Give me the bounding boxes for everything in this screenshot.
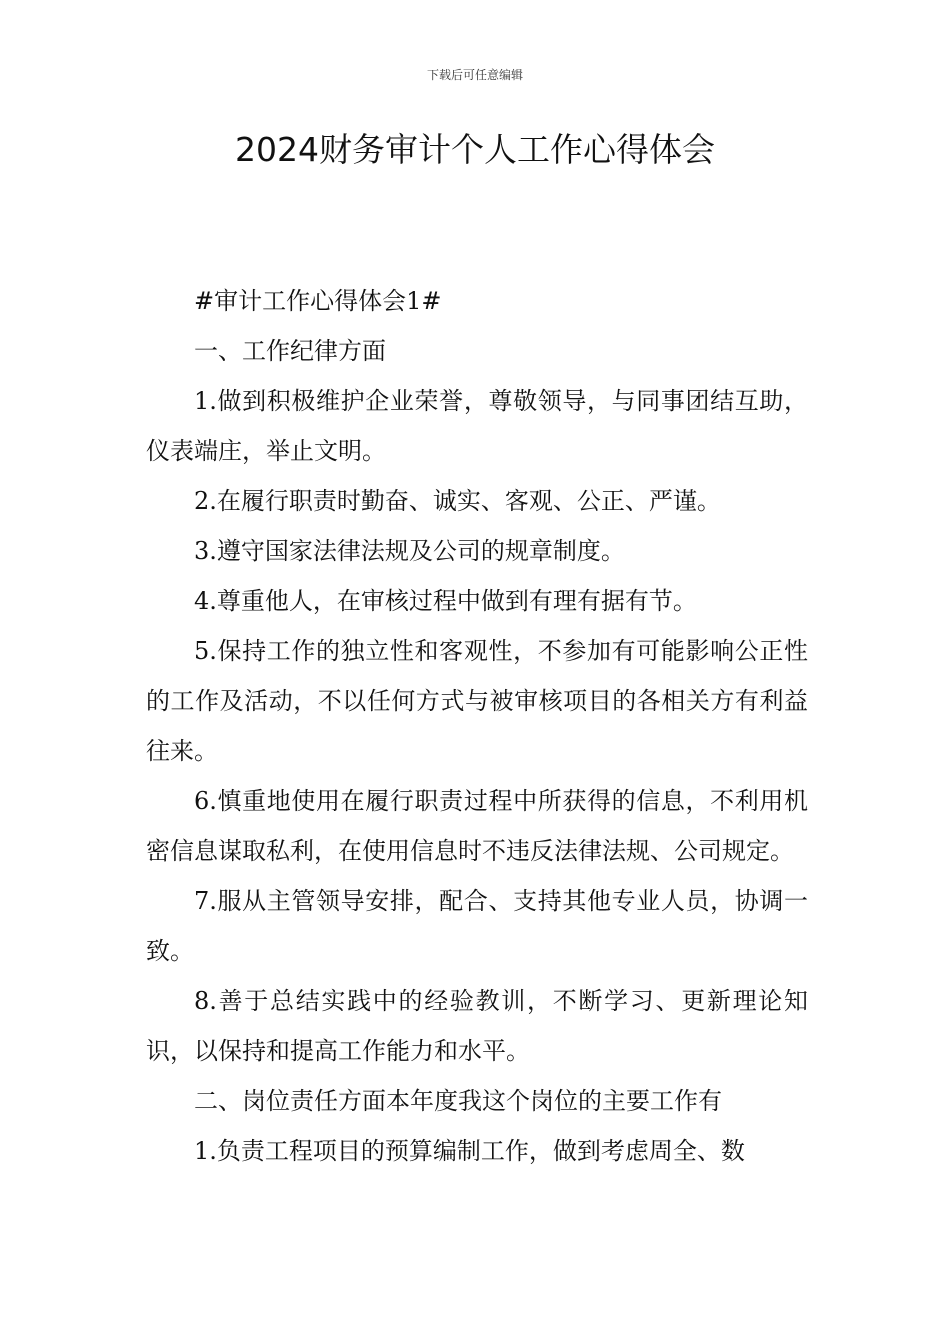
paragraph-item: 6.慎重地使用在履行职责过程中所获得的信息，不利用机密信息谋取私利，在使用信息时不违反法律法规、公司规定。 [146, 787, 808, 865]
paragraph-heading-responsibility: 二、岗位责任方面本年度我这个岗位的主要工作有 [194, 1087, 722, 1115]
paragraph-item: 8.善于总结实践中的经验教训，不断学习、更新理论知识，以保持和提高工作能力和水平。 [146, 987, 808, 1065]
paragraph-item: 5.保持工作的独立性和客观性，不参加有可能影响公正性的工作及活动，不以任何方式与被审核项目的各相关方有利益往来。 [146, 637, 808, 765]
paragraph-heading-discipline: 一、工作纪律方面 [194, 337, 386, 365]
paragraph-item: 2.在履行职责时勤奋、诚实、客观、公正、严谨。 [194, 487, 721, 515]
paragraph-item: 3.遵守国家法律法规及公司的规章制度。 [194, 537, 625, 565]
paragraph-item: 4.尊重他人，在审核过程中做到有理有据有节。 [194, 587, 697, 615]
paragraph-item: 1.负责工程项目的预算编制工作，做到考虑周全、数 [194, 1137, 745, 1165]
document-body [146, 276, 808, 1176]
paragraph-item: 7.服从主管领导安排，配合、支持其他专业人员，协调一致。 [146, 887, 808, 965]
paragraph-item: 1.做到积极维护企业荣誉，尊敬领导，与同事团结互助，仪表端庄，举止文明。 [146, 387, 808, 465]
paragraph-section-heading: #审计工作心得体会1# [194, 287, 442, 315]
header-note: 下载后可任意编辑 [426, 68, 523, 82]
document-title: 2024财务审计个人工作心得体会 [235, 130, 715, 169]
